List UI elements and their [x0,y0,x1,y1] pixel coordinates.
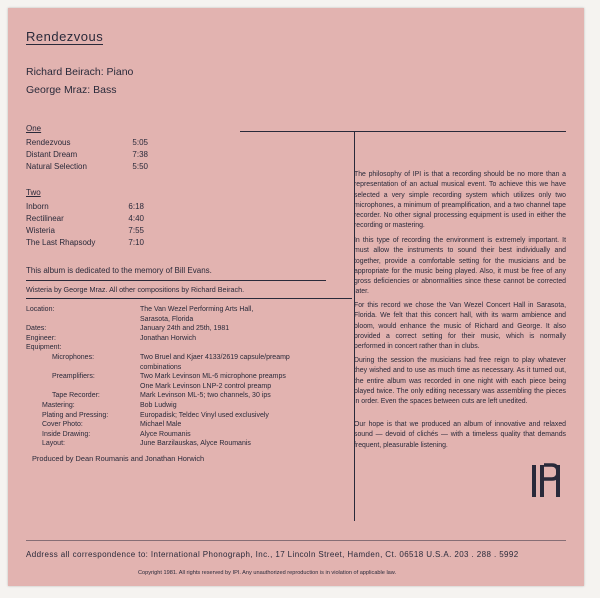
track-time: 7:55 [128,226,144,235]
credit-value: June Barzilauskas, Alyce Roumanis [140,440,251,448]
track-name: The Last Rhapsody [26,238,96,247]
credit-value: Sarasota, Florida [140,315,194,323]
dedication-divider [26,280,326,281]
credit-value: Alyce Roumanis [140,430,191,438]
track-time: 5:05 [132,138,148,147]
venue-paragraph: For this record we chose the Van Wezel Concert Hall in Sarasota, Florida. We felt that this concert hall, with its warm ambience and bloom, would enhance the music of Richard and George. It also provided a correct setting for their music, which is normally performed in concert rather than in clubs. [354,302,566,351]
philosophy-paragraph: The philosophy of IPI is that a recording should be no more than a representation of an actual musical event. To achieve this we have selected a very simple recording system which utilizes only two microphones, a minimum of preamplification, and a two channel tape recorder. No other signal processing equipment is used in either the recording or mastering. [354,171,566,230]
credit-label: Inside Drawing: [42,430,91,438]
track-name: Inborn [26,202,49,211]
track-time: 7:38 [132,150,148,159]
track-row [26,150,148,159]
track-row [26,138,148,147]
credit-label: Tape Recorder: [52,392,100,400]
side-two-heading: Two [26,188,41,197]
performer-piano: Richard Beirach: Piano [26,66,134,78]
track-row [26,226,144,235]
track-name: Distant Dream [26,150,78,159]
credit-value: One Mark Levinson LNP-2 control preamp [140,382,272,390]
track-name: Wisteria [26,226,55,235]
track-time: 7:10 [128,238,144,247]
credit-value: The Van Wezel Performing Arts Hall, [140,306,254,313]
track-name: Natural Selection [26,162,87,171]
credit-label: Equipment: [26,344,62,352]
credit-value: Michael Male [140,421,182,429]
dedication: This album is dedicated to the memory of Bill Evans. [26,266,212,275]
track-time: 4:40 [128,214,144,223]
credit-value: Two Bruel and Kjaer 4133/2619 capsule/preamp [140,354,290,361]
environment-paragraph: In this type of recording the environment is extremely important. It must allow the instruments to sound their best individually and together, provide a comfortable setting for the musicians and be appropriate for the music being played. Also, it must be free of any gross deficiencies or abnormalities since these cannot be corrected later. [354,237,566,296]
session-paragraph: During the session the musicians had free reign to play whatever they wished and to use as much time as necessary. As it turned out, the entire album was recorded in one night with each piece being played twice. The only editing necessary was assembling the pieces in order. Even the spaces between cuts are left unedited. [354,357,566,406]
address-footer: Address all correspondence to: International Phonograph, Inc., 17 Lincoln Street, Hamden, Ct. 06518 U.S.A. 203 . 288 . 5992 [26,550,519,559]
credit-value: Jonathan Horwich [140,334,197,342]
credit-value: Two Mark Levinson ML-6 microphone preamps [140,373,286,381]
copyright-notice: Copyright 1981. All rights reserved by IPI. Any unauthorized reproduction is in violation of applicable law. [138,570,397,576]
credit-label: Preamplifiers: [52,373,95,381]
album-title: Rendezvous [26,29,104,44]
producer-credit: Produced by Dean Roumanis and Jonathan Horwich [32,454,205,463]
credit-value: combinations [140,363,182,371]
credit-value: Europadisk; Teldec Vinyl used exclusively [140,411,269,419]
track-row [26,214,144,223]
credit-label: Cover Photo: [42,421,83,429]
track-row [26,238,144,247]
credit-label: Microphones: [52,354,95,361]
credit-label: Location: [26,306,55,313]
credit-label: Engineer: [26,334,56,342]
performer-bass: George Mraz: Bass [26,84,117,96]
column-divider [354,131,355,166]
track-row [26,202,144,211]
side-one-heading: One [26,124,42,133]
track-row [26,162,148,171]
footer-divider [26,540,566,541]
credit-label: Layout: [42,440,65,448]
hope-paragraph: Our hope is that we produced an album of innovative and relaxed sound — devoid of clichés — with a timeless quality that demands frequent, pleasurable listening. [354,421,566,449]
track-name: Rectilinear [26,214,64,223]
ipi-logo [528,463,564,499]
credit-label: Dates: [26,325,47,333]
track-time: 6:18 [128,202,144,211]
credit-label: Plating and Pressing: [42,411,109,419]
credit-value: January 24th and 25th, 1981 [140,325,230,333]
credits-divider [26,298,352,299]
credit-label: Mastering: [42,402,75,409]
credit-value: Mark Levinson ML-5; two channels, 30 ips [140,392,271,400]
composer-note: Wisteria by George Mraz. All other compositions by Richard Beirach. [26,285,245,294]
ipi-logo-icon [528,463,564,499]
track-time: 5:50 [132,162,148,171]
track-name: Rendezvous [26,138,71,147]
credit-value: Bob Ludwig [140,402,177,409]
top-divider [240,131,566,132]
